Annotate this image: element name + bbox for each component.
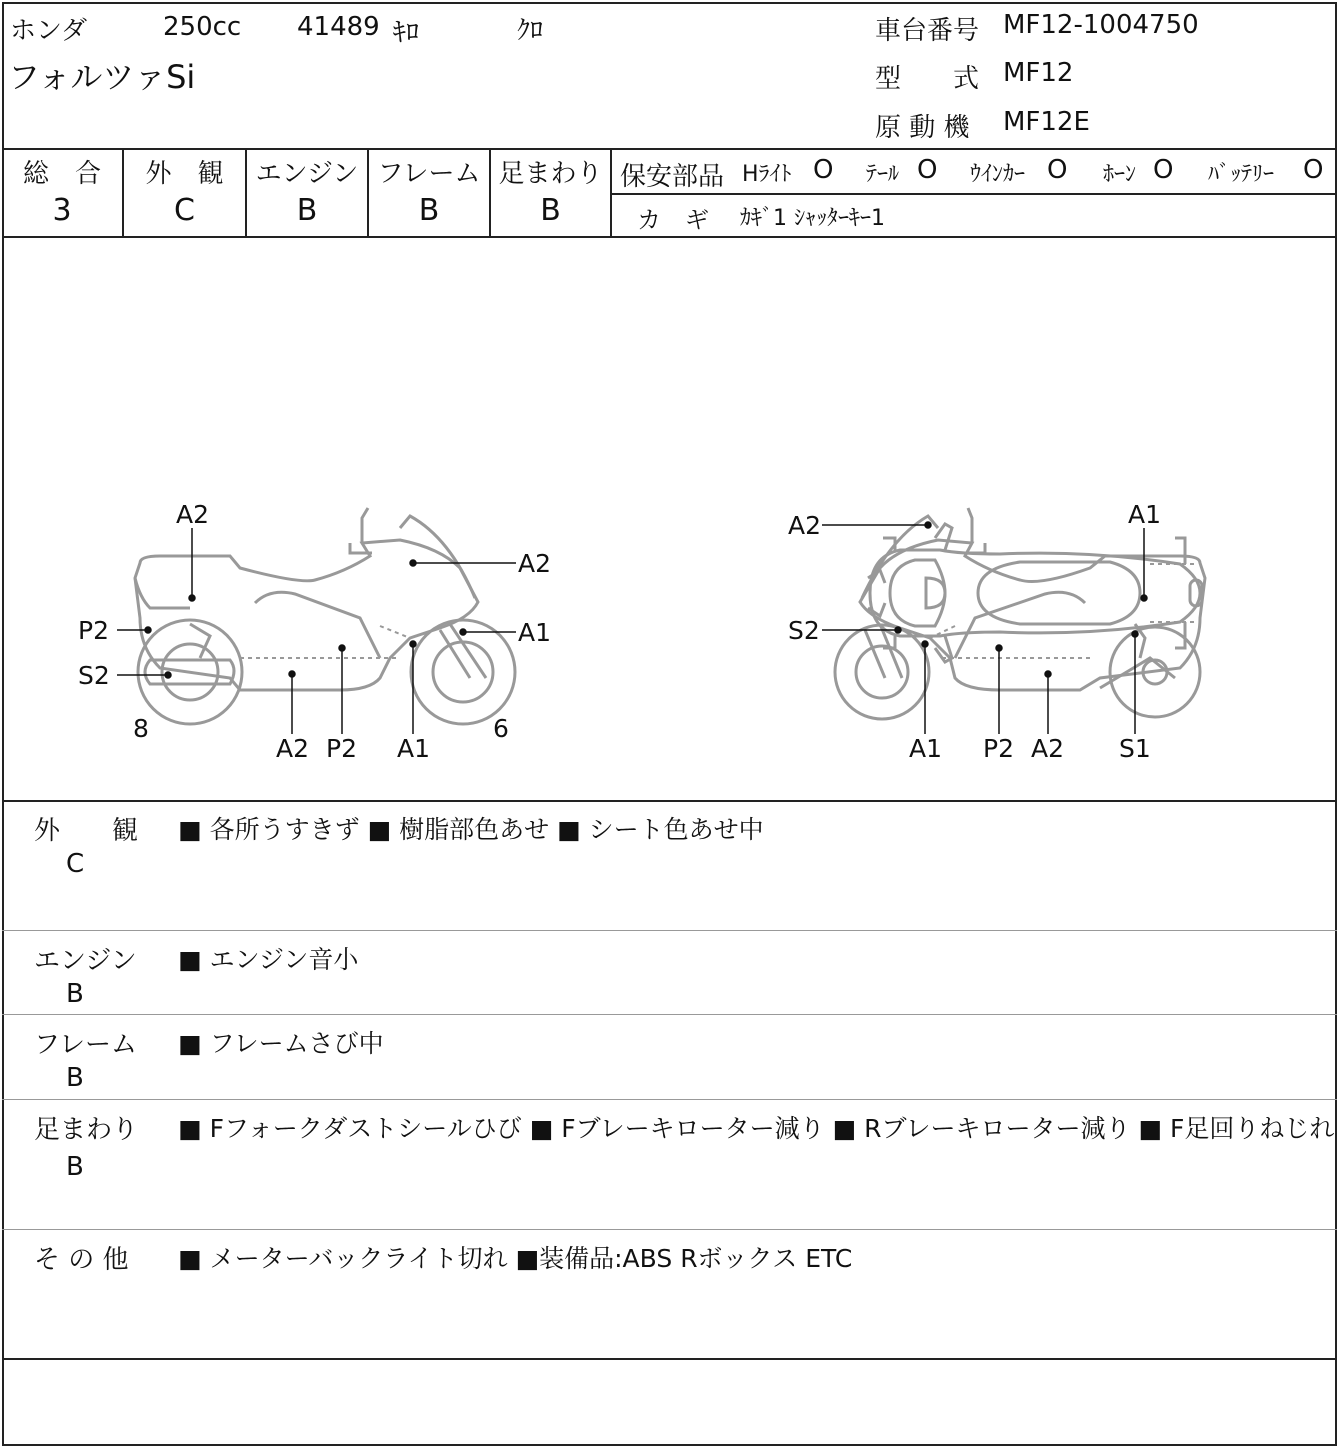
mileage-unit: ｷﾛ: [393, 18, 420, 48]
section-title-frame: フレーム: [34, 1030, 137, 1060]
section-notes-engine: ■ エンジン音小: [178, 945, 359, 974]
right-label-p2-bottom: P2: [983, 734, 1014, 763]
section-notes-suspension: ■ Fフォークダストシールひび ■ Fブレーキローター減り ■ Rブレーキローター減り ■ F足回りねじれ: [178, 1114, 1335, 1143]
right-label-a2-top: A2: [788, 511, 822, 540]
scooter-right-view: [835, 508, 1205, 719]
safety-horn-mark: O: [1153, 155, 1174, 185]
right-label-a1-bottom: A1: [909, 734, 943, 763]
safety-label: 保安部品: [620, 162, 725, 192]
grade-label-suspension: 足まわり: [498, 159, 603, 189]
displacement: 250cc: [163, 12, 242, 42]
grade-value-frame: B: [418, 193, 440, 228]
left-label-a2-front: A2: [518, 549, 552, 578]
safety-tail-mark: O: [917, 155, 938, 185]
section-grade-exterior: C: [66, 849, 85, 879]
left-label-rear-tire: 8: [133, 714, 149, 743]
grade-value-overall: 3: [52, 193, 72, 228]
frame-no: MF12-1004750: [1003, 10, 1199, 40]
mileage: 41489: [297, 12, 380, 42]
safety-headlight-mark: O: [813, 155, 834, 185]
grade-label-exterior: 外 観: [145, 159, 224, 189]
model-name: フォルツァSi: [8, 58, 196, 96]
left-label-a1-fender: A1: [518, 618, 552, 647]
left-label-a2-bottom: A2: [276, 734, 310, 763]
safety-winker: ｳｲﾝｶｰ: [970, 162, 1026, 187]
safety-winker-mark: O: [1047, 155, 1068, 185]
right-label-a2-bottom: A2: [1031, 734, 1065, 763]
left-label-s2-muffler: S2: [78, 661, 110, 690]
model-label: 型 式: [875, 64, 980, 94]
grade-value-exterior: C: [174, 193, 195, 228]
left-label-a2-top: A2: [176, 500, 210, 529]
divider: [2, 148, 1337, 150]
section-title-suspension: 足まわり: [34, 1115, 139, 1145]
grade-value-suspension: B: [540, 193, 561, 228]
color: ｸﾛ: [517, 16, 544, 46]
key-value: ｶｷﾞ1 ｼｬｯﾀｰｷｰ1: [740, 206, 885, 231]
left-label-p2-bottom: P2: [326, 734, 357, 763]
section-title-exterior: 外 観: [34, 816, 139, 846]
maker: ホンダ: [10, 16, 87, 46]
section-title-other: そ の 他: [34, 1245, 129, 1275]
model-code: MF12: [1003, 58, 1074, 88]
key-label: カ ギ: [637, 206, 709, 234]
left-label-front-tire: 6: [493, 714, 509, 743]
right-label-s1: S1: [1119, 734, 1151, 763]
section-notes-frame: ■ フレームさび中: [178, 1029, 384, 1058]
right-label-a1-top: A1: [1128, 500, 1162, 529]
safety-horn: ﾎｰﾝ: [1103, 162, 1137, 187]
left-label-p2-rear: P2: [78, 616, 109, 645]
section-title-engine: エンジン: [34, 946, 137, 976]
grade-value-engine: B: [296, 193, 318, 228]
engine-code: MF12E: [1003, 107, 1090, 137]
grade-label-overall: 総 合: [22, 159, 101, 189]
engine-label: 原 動 機: [875, 113, 970, 143]
section-grade-engine: B: [66, 979, 84, 1009]
section-notes-exterior: ■ 各所うすきず ■ 樹脂部色あせ ■ シート色あせ中: [178, 815, 764, 844]
grade-label-engine: エンジン: [255, 159, 359, 189]
frame-no-label: 車台番号: [875, 16, 980, 46]
section-grade-suspension: B: [66, 1152, 84, 1182]
safety-headlight: Hﾗｲﾄ: [742, 162, 792, 187]
left-label-a1-bottom: A1: [397, 734, 431, 763]
section-notes-other: ■ メーターバックライト切れ ■装備品:ABS Rボックス ETC: [178, 1244, 853, 1273]
safety-tail: ﾃｰﾙ: [866, 162, 900, 187]
safety-battery: ﾊﾞｯﾃﾘｰ: [1208, 162, 1275, 187]
grade-label-frame: フレーム: [377, 159, 481, 189]
section-grade-frame: B: [66, 1063, 84, 1093]
damage-diagram: [0, 238, 1341, 800]
right-label-s2: S2: [788, 616, 820, 645]
safety-battery-mark: O: [1303, 155, 1324, 185]
